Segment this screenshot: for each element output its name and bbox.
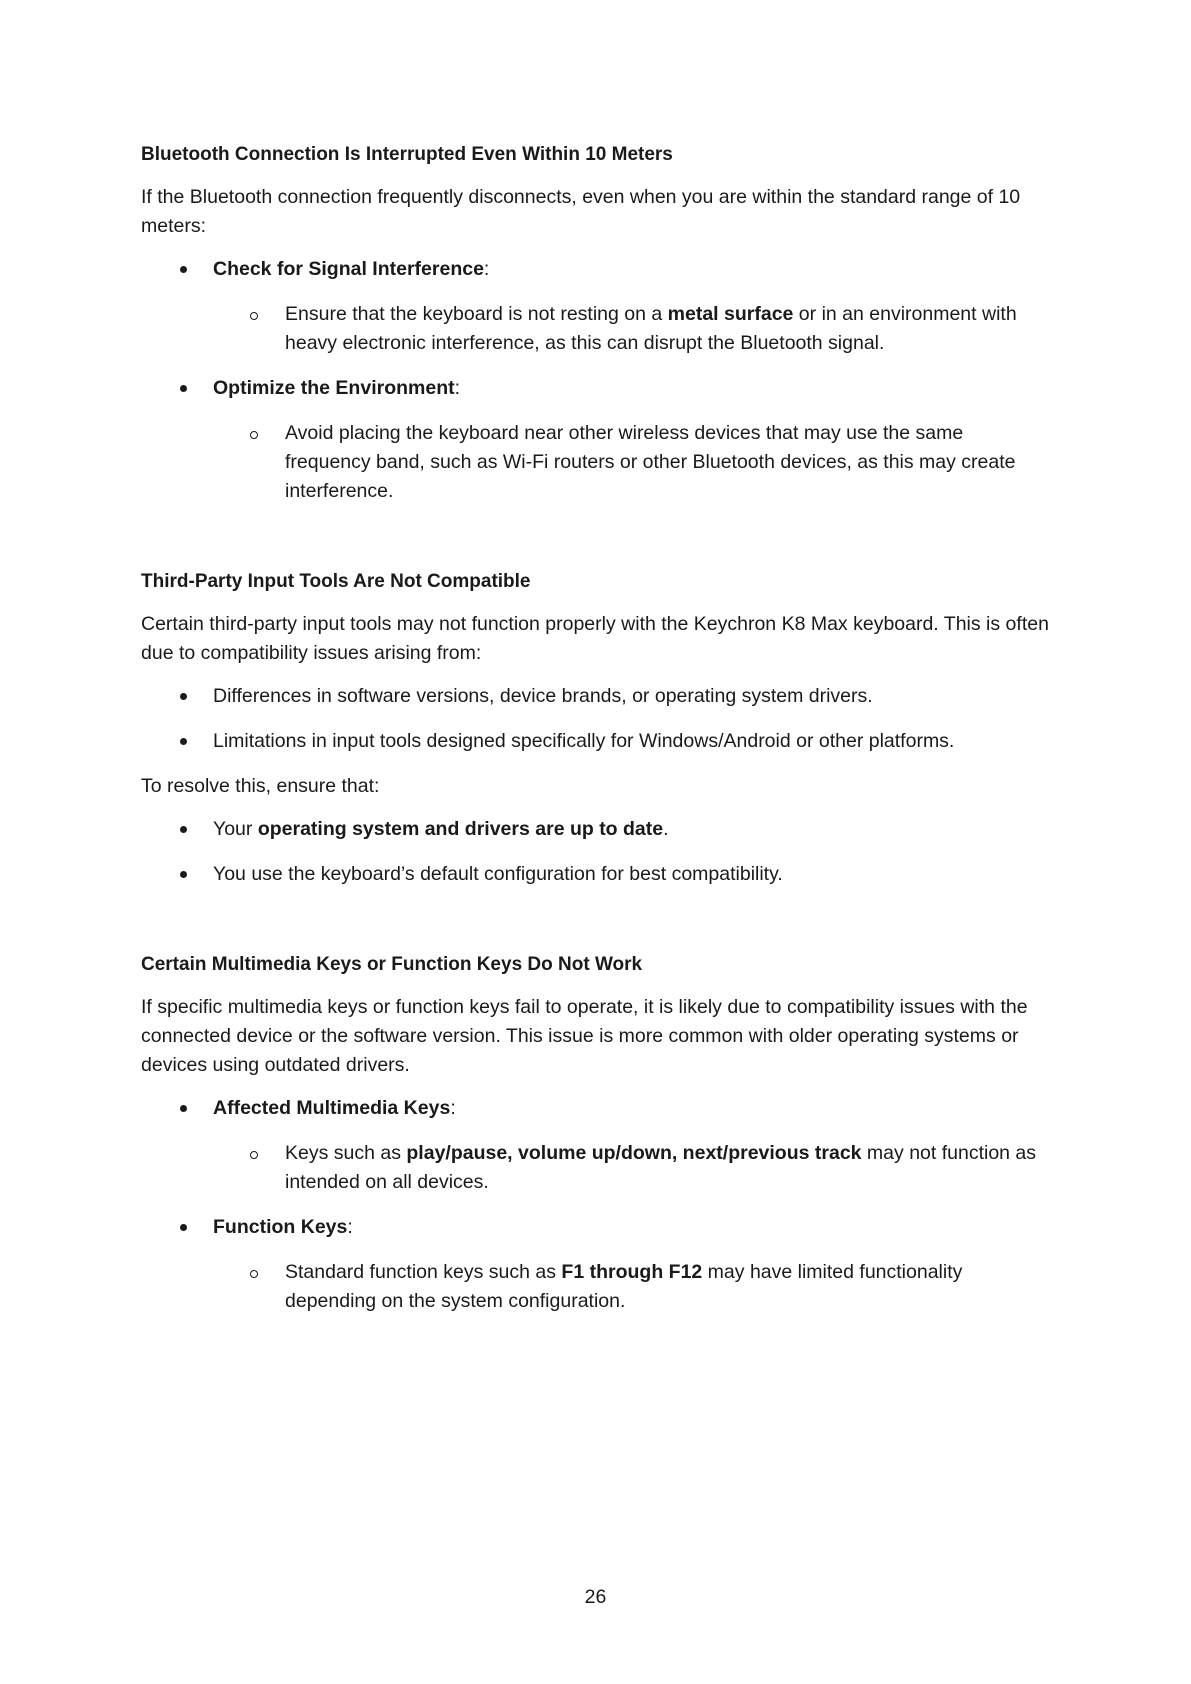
section-intro: If specific multimedia keys or function keys fail to operate, it is likely due to compatibility issues with the connected device or the software version. This issue is more common with older operating systems or devices using outdated drivers. — [141, 996, 1028, 1076]
bullet-item — [141, 374, 1051, 403]
resolve-intro: To resolve this, ensure that: — [141, 775, 380, 797]
bullet-icon — [180, 871, 187, 878]
section-third-party — [141, 567, 1051, 889]
sub-text: Standard function keys such as — [285, 1261, 562, 1283]
bullet-label: Function Keys — [213, 1216, 348, 1238]
bullet-label: Optimize the Environment — [213, 377, 455, 399]
bullet-suffix: : — [347, 1216, 353, 1238]
section-intro: If the Bluetooth connection frequently disconnects, even when you are within the standard range of 10 meters: — [141, 186, 1021, 237]
bullet-text: Limitations in input tools designed specifically for Windows/Android or other platforms. — [213, 730, 955, 752]
bullet-text: You use the keyboard’s default configuration for best compatibility. — [213, 863, 783, 885]
sub-text: may not function as intended on all devices. — [285, 1142, 1037, 1193]
bullet-suffix: : — [450, 1097, 456, 1119]
sub-bullet-icon — [250, 312, 258, 320]
bullet-item — [141, 682, 1051, 711]
bullet-text: Your — [213, 818, 258, 840]
bullet-item — [141, 1213, 1051, 1242]
bullet-text: . — [663, 818, 669, 840]
bullet-icon — [180, 1105, 187, 1112]
sub-bullet-item — [141, 419, 1051, 506]
bullet-item — [141, 815, 1051, 844]
sub-text: Ensure that the keyboard is not resting on a — [285, 303, 668, 325]
sub-text: Avoid placing the keyboard near other wireless devices that may use the same frequency band, such as Wi-Fi routers or other Bluetooth devices, as this may create interference. — [285, 422, 1016, 502]
sub-bullet-icon — [250, 431, 258, 439]
sub-bold: metal surface — [667, 303, 794, 325]
bullet-icon — [180, 1224, 187, 1231]
bullet-icon — [180, 826, 187, 833]
section-spacer — [141, 522, 1051, 567]
sub-text: may have limited functionality depending on the system configuration. — [285, 1261, 963, 1312]
bullet-icon — [180, 266, 187, 273]
bullet-icon — [180, 385, 187, 392]
section-heading: Third-Party Input Tools Are Not Compatible — [141, 571, 531, 592]
bullet-icon — [180, 693, 187, 700]
bullet-item — [141, 860, 1051, 889]
sub-bullet-icon — [250, 1270, 258, 1278]
bullet-item — [141, 727, 1051, 756]
sub-text: or in an environment with heavy electronic interference, as this can disrupt the Bluetooth signal. — [285, 303, 1017, 354]
page-number: 26 — [584, 1586, 607, 1608]
bullet-item — [141, 255, 1051, 284]
section-intro: Certain third-party input tools may not function properly with the Keychron K8 Max keyboard. This is often due to compatibility issues arising from: — [141, 613, 1049, 664]
bullet-item — [141, 1094, 1051, 1123]
section-multimedia-keys — [141, 950, 1051, 1316]
section-heading: Bluetooth Connection Is Interrupted Even Within 10 Meters — [141, 144, 673, 165]
bullet-text: Differences in software versions, device brands, or operating system drivers. — [213, 685, 873, 707]
bullet-label: Affected Multimedia Keys — [213, 1097, 451, 1119]
sub-bold: play/pause, volume up/down, next/previous track — [406, 1142, 862, 1164]
bullet-label: Check for Signal Interference — [213, 258, 484, 280]
sub-text: Keys such as — [285, 1142, 407, 1164]
bullet-suffix: : — [454, 377, 461, 399]
page-content — [141, 140, 1051, 1332]
section-spacer — [141, 905, 1051, 950]
section-heading: Certain Multimedia Keys or Function Keys Do Not Work — [141, 954, 643, 975]
sub-bullet-item — [141, 1139, 1051, 1197]
sub-bold: F1 through F12 — [561, 1261, 703, 1283]
sub-bullet-item — [141, 1258, 1051, 1316]
sub-bullet-item — [141, 300, 1051, 358]
bullet-suffix: : — [483, 258, 490, 280]
section-bluetooth — [141, 140, 1051, 506]
sub-bullet-icon — [250, 1151, 258, 1159]
bullet-icon — [180, 738, 187, 745]
bullet-bold: operating system and drivers are up to date — [257, 818, 664, 840]
